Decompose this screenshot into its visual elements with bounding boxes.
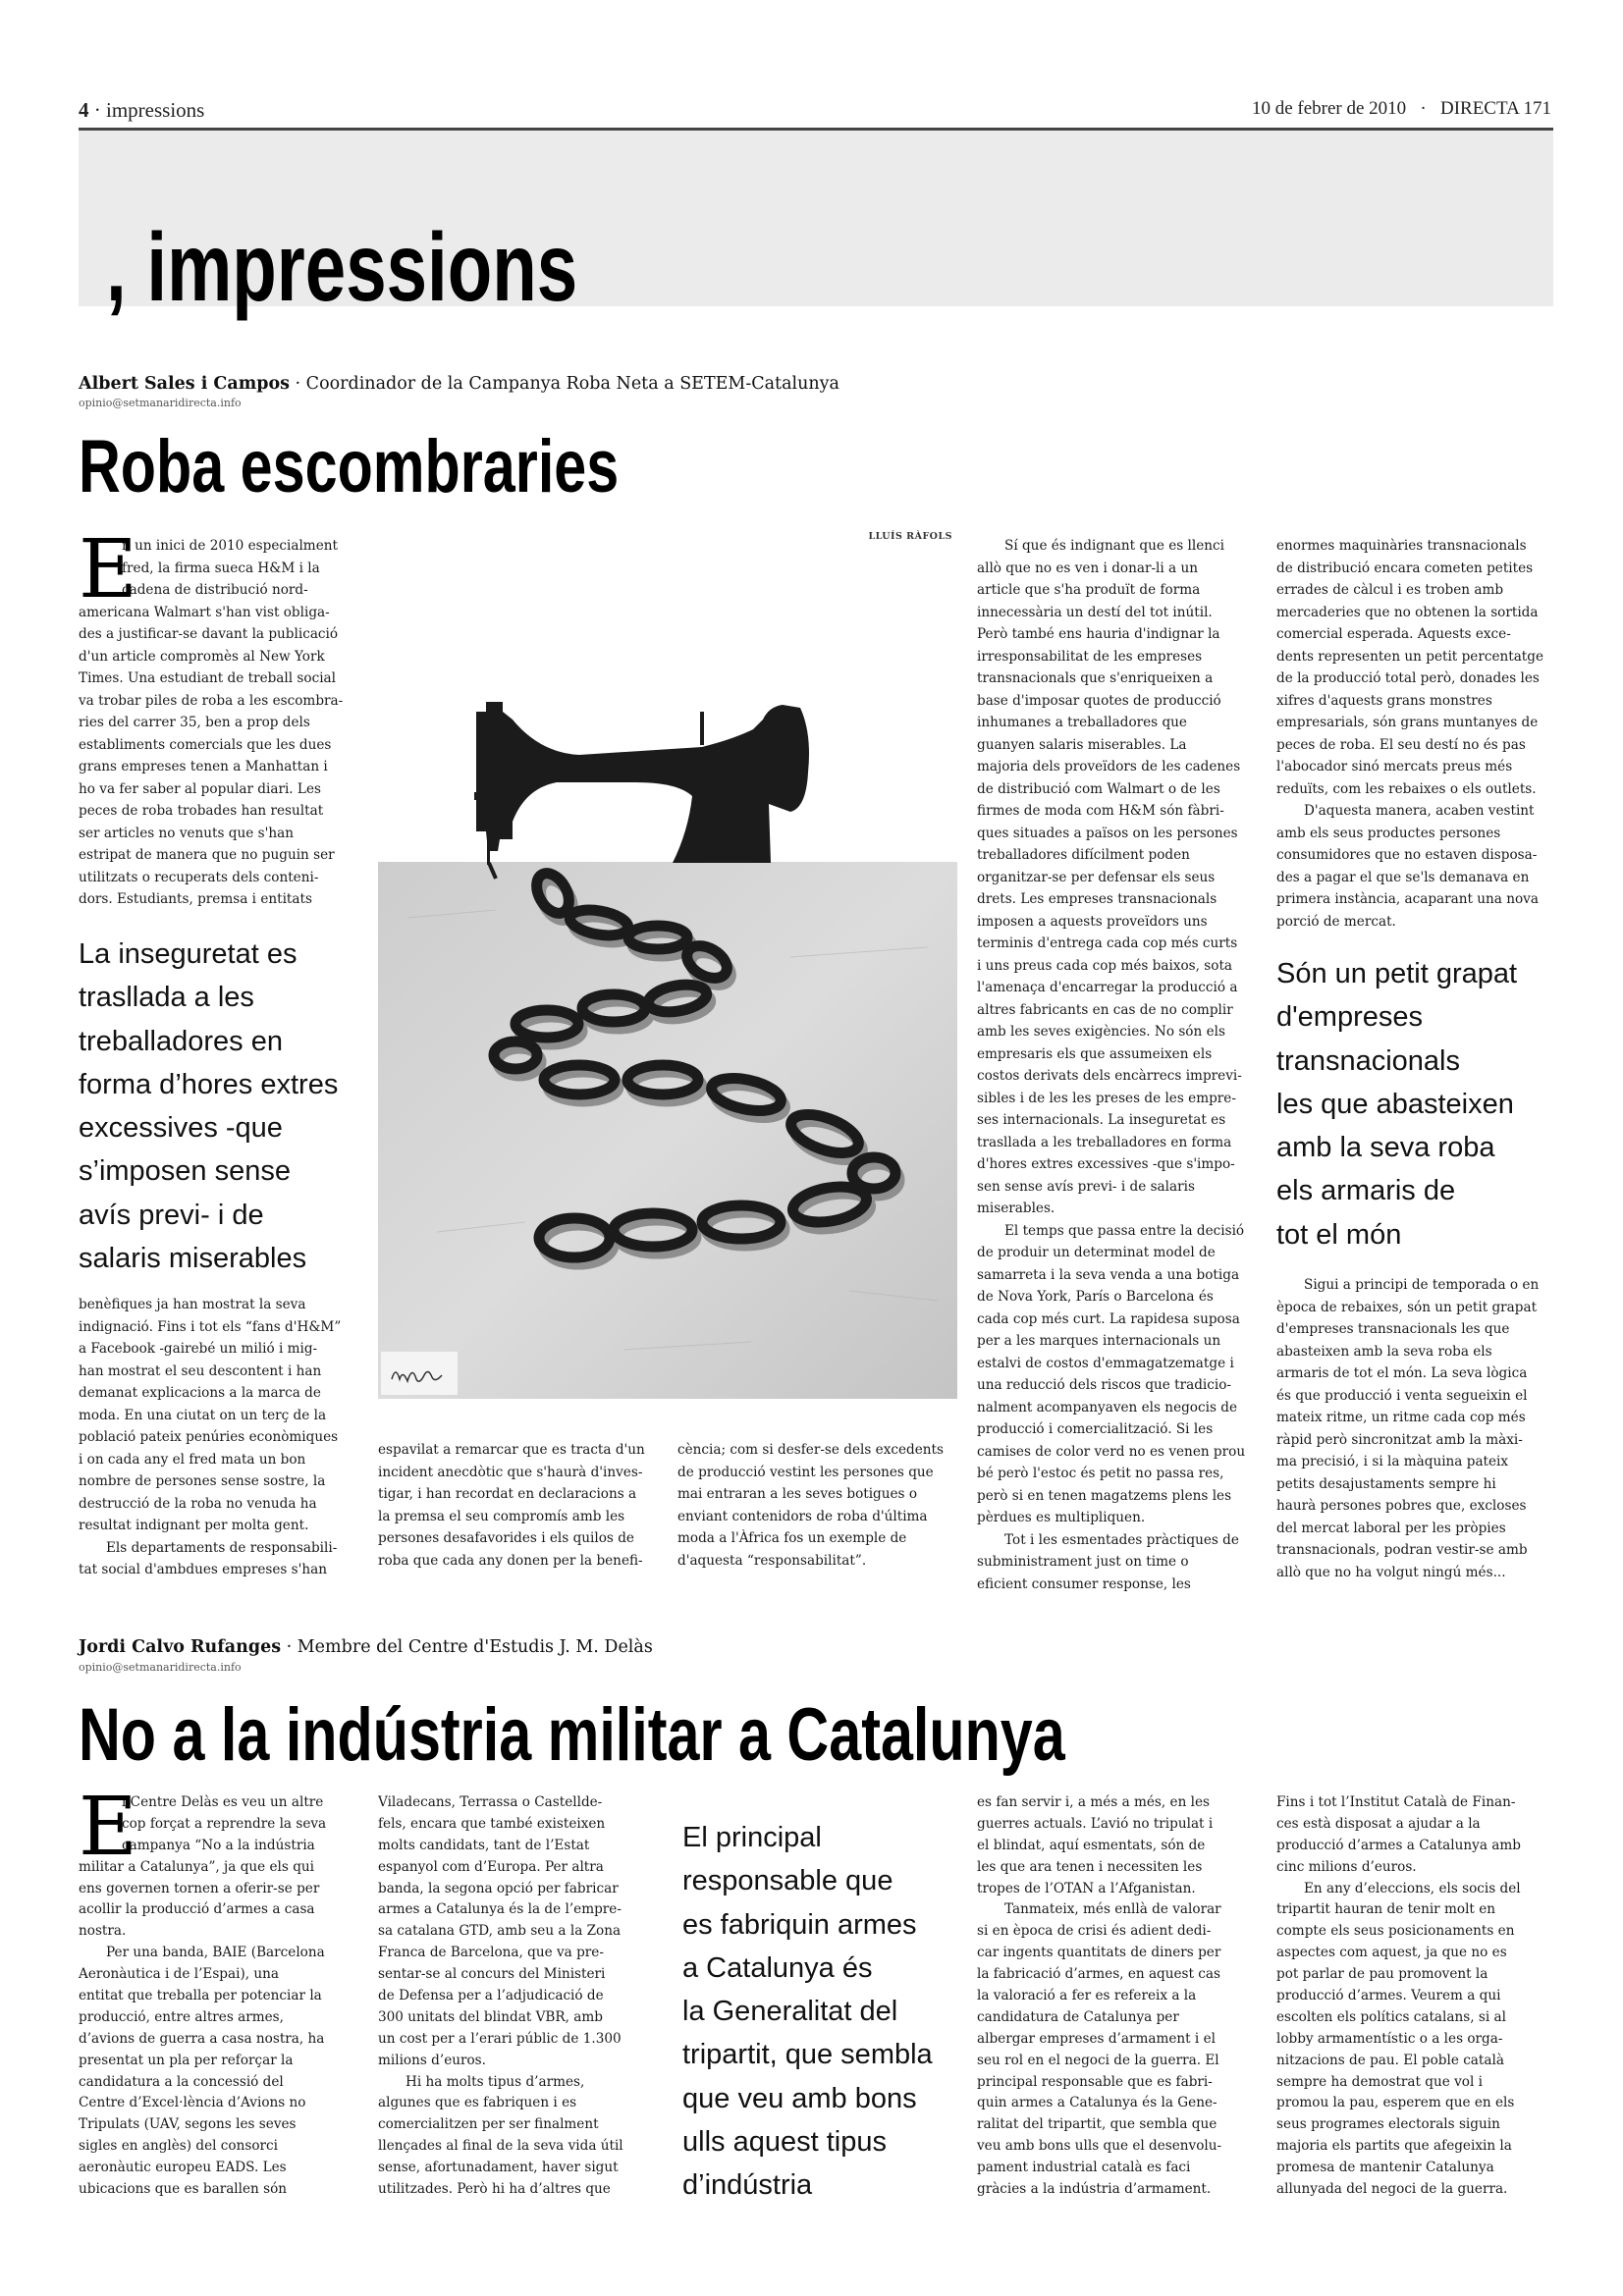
text-line: cop forçat a reprendre la seva xyxy=(122,1815,327,1832)
text-line: armaris de tot el món. La seva lògica xyxy=(1276,1365,1528,1381)
text-line: i on cada any el fred mata un bon xyxy=(79,1451,306,1468)
text-line: nalment acompanyaven els negocis de xyxy=(977,1399,1237,1415)
issue-date: 10 de febrer de 2010 xyxy=(1251,98,1407,119)
text-line: mai entraran a les seves botigues o xyxy=(677,1486,918,1502)
text-line: Però també ens hauria d'indignar la xyxy=(977,626,1220,642)
text-line: fels, encara que també existeixen xyxy=(378,1815,606,1832)
text-line: de distribució encara cometen petites xyxy=(1276,560,1534,576)
pull-quote-line: que veu amb bons xyxy=(682,2082,917,2114)
text-line: empresaris els que assumeixen els xyxy=(977,1045,1213,1062)
drop-cap: E xyxy=(79,523,137,616)
text-line: estripat de manera que no puguin ser xyxy=(79,847,335,863)
text-line: sigles en anglès) del consorci xyxy=(79,2138,278,2155)
text-line: l'abocador sinó mercats preus més xyxy=(1276,759,1513,774)
text-line: d’avions de guerra a casa nostra, ha xyxy=(79,2030,325,2047)
text-line: empresarials, són grans muntanyes de xyxy=(1276,715,1539,730)
text-line: utilitzades. Però hi ha d’altres que xyxy=(378,2181,611,2198)
section-title: , impressions xyxy=(106,213,578,321)
text-line: trasllada a les treballadores en forma xyxy=(977,1134,1232,1150)
text-line: enormes maquinàries transnacionals xyxy=(1276,538,1527,554)
article1-email[interactable]: opinio@setmanaridirecta.info xyxy=(79,397,242,409)
text-line: utilitzats o recuperats dels conteni- xyxy=(79,869,319,885)
pull-quote-line: Són un petit grapat xyxy=(1276,958,1518,989)
article2-column-3 xyxy=(977,1792,1257,2201)
text-line: aeronàutic europeu EADS. Les xyxy=(79,2160,287,2176)
author-name: Albert Sales i Campos xyxy=(79,374,290,394)
text-line: sen sense avís previ- i de salaris xyxy=(977,1178,1195,1195)
text-line: entitat que treballa per potenciar la xyxy=(79,1988,322,2004)
text-line: En any d’eleccions, els socis del xyxy=(1304,1880,1521,1896)
text-line: campanya “No a la indústria xyxy=(122,1837,315,1853)
text-line: ubicacions que es barallen són xyxy=(79,2181,288,2198)
text-line: costos derivats dels encàrrecs imprevi- xyxy=(977,1068,1242,1084)
text-line: guerres actuals. L’avió no tripulat i xyxy=(977,1815,1214,1832)
text-line: ho va fer saber al popular diari. Les xyxy=(79,780,321,797)
text-line: lobby armamentístic o a les orga- xyxy=(1276,2030,1503,2047)
text-line: allunyada del negoci de la guerra. xyxy=(1276,2181,1508,2198)
text-line: Viladecans, Terrassa o Castellde- xyxy=(378,1794,603,1810)
text-line: però si en tenen magatzems plens les xyxy=(977,1487,1232,1504)
text-line: algunes que es fabriquen i es xyxy=(378,2095,577,2111)
text-line: cinc milions d’euros. xyxy=(1276,1858,1417,1875)
sewing-machine-chain-illustration xyxy=(378,545,957,1399)
text-line: primera instància, acaparant una nova xyxy=(1276,891,1539,907)
text-line: escolten els polítics catalans, si al xyxy=(1276,2008,1506,2025)
text-line: imposen a aquests proveïdors uns xyxy=(977,913,1208,930)
text-line: guanyen salaris miserables. La xyxy=(977,736,1187,753)
text-line: la premsa el seu compromís amb les xyxy=(378,1508,625,1524)
pull-quote-line: d'empreses xyxy=(1276,1001,1423,1034)
text-line: destrucció de la roba no venuda ha xyxy=(79,1495,317,1512)
text-line: drets. Les empreses transnacionals xyxy=(977,891,1217,907)
text-line: consumidores que no estaven disposa- xyxy=(1276,847,1538,863)
text-line: si en època de crisi és adient dedi- xyxy=(977,1923,1212,1940)
text-line: cadena de distribució nord- xyxy=(122,582,308,598)
text-line: dors. Estudiants, premsa i entitats xyxy=(79,891,312,907)
text-line: innecessària un destí del tot inútil. xyxy=(977,604,1213,620)
pull-quote-line: amb la seva roba xyxy=(1276,1132,1495,1164)
text-line: des a justificar-se davant la publicació xyxy=(79,626,339,642)
text-line: va trobar piles de roba a les escombra- xyxy=(79,692,344,709)
text-line: presentat un pla per reforçar la xyxy=(79,2052,294,2068)
text-line: promou la pau, esperem que en els xyxy=(1276,2095,1515,2111)
text-line: banda, la segona opció per fabricar xyxy=(378,1880,619,1896)
text-line: molts candidats, tant de l’Estat xyxy=(378,1837,590,1853)
text-line: organitzar-se per defensar els seus xyxy=(977,869,1216,885)
text-line: allò que no es ven i donar-li a un xyxy=(977,560,1198,576)
article2-column-2 xyxy=(378,1792,658,2201)
pull-quote-line: avís previ- i de xyxy=(79,1199,264,1231)
text-line: benèfiques ja han mostrat la seva xyxy=(79,1297,306,1312)
article2-byline xyxy=(79,1637,653,1657)
pull-quote-line: ulls aquest tipus xyxy=(682,2126,887,2159)
text-line: nitzacions de pau. El poble català xyxy=(1276,2052,1504,2068)
text-line: amb les seves exigències. No són els xyxy=(977,1024,1225,1040)
text-line: petits desajustaments sempre hi xyxy=(1276,1475,1496,1492)
text-line: peces de roba. El seu destí no és pas xyxy=(1276,736,1526,753)
text-line: majoria els partits que afegeixin la xyxy=(1276,2138,1512,2155)
text-line: camises de color verd no es venen prou xyxy=(977,1443,1246,1460)
text-line: firmes de moda com H&M són fàbri- xyxy=(977,803,1224,819)
text-line: acollir la producció d’armes a casa xyxy=(79,1901,315,1918)
text-line: una reducció dels riscos que tradicio- xyxy=(977,1377,1231,1393)
text-line: El temps que passa entre la decisió xyxy=(1004,1222,1245,1239)
text-line: Els departaments de responsabili- xyxy=(106,1539,338,1556)
text-line: principal responsable que es fabri- xyxy=(977,2073,1213,2090)
text-line: seu rol en el negoci de la guerra. El xyxy=(977,2052,1219,2068)
text-line: del mercat laboral per les pròpies xyxy=(1276,1520,1506,1536)
text-line: peces de roba trobades han resultat xyxy=(79,803,324,819)
text-line: seus programes electorals siguin xyxy=(1276,2116,1500,2133)
text-line: Tanmateix, més enllà de valorar xyxy=(1004,1901,1221,1918)
illustration-credit: LLUÍS RÀFOLS xyxy=(868,531,952,542)
text-line: treballadores difícilment poden xyxy=(977,847,1190,863)
pull-quote-line: La inseguretat es xyxy=(79,938,298,970)
pull-quote-line: els armaris de xyxy=(1276,1175,1456,1207)
text-line: grans empreses tenen a Manhattan i xyxy=(79,759,328,774)
text-line: tripartit hauran de tenir molt en xyxy=(1276,1901,1496,1918)
text-line: car ingents quantitats de diners per xyxy=(977,1945,1221,1961)
text-line: de Nova York, París o Barcelona és xyxy=(977,1289,1214,1305)
pull-quote-line: la Generalitat del xyxy=(682,1996,898,2028)
author-role: · Coordinador de la Campanya Roba Neta a SETEM-Catalunya xyxy=(289,374,839,394)
text-line: a Facebook -gairebé un milió i mig- xyxy=(79,1341,318,1357)
text-line: Fins i tot l’Institut Català de Finan- xyxy=(1276,1794,1516,1810)
text-line: allò que no ha volgut ningú més... xyxy=(1276,1564,1506,1580)
text-line: producció d’armes. Veurem a qui xyxy=(1276,1988,1501,2004)
pull-quote-line: les que abasteixen xyxy=(1276,1088,1514,1120)
text-line: milions d’euros. xyxy=(378,2052,486,2068)
text-line: indignació. Fins i tot els “fans d'H&M” xyxy=(79,1318,342,1335)
text-line: estalvi de costos d'emmagatzematge i xyxy=(977,1355,1234,1371)
text-line: transnacionals, podran vestir-se amb xyxy=(1276,1542,1528,1558)
text-line: de producció vestint les persones que xyxy=(677,1464,934,1480)
text-line: producció d’armes a Catalunya amb xyxy=(1276,1837,1521,1853)
text-line: llençades al final de la seva vida útil xyxy=(378,2138,623,2155)
text-line: gràcies a la indústria d’armament. xyxy=(977,2181,1212,2198)
text-line: porció de mercat. xyxy=(1276,913,1396,930)
text-line: Tot i les esmentades pràctiques de xyxy=(1004,1531,1239,1548)
text-line: d'un article compromès al New York xyxy=(79,648,325,665)
text-line: han mostrat el seu descontent i han xyxy=(79,1362,322,1379)
text-line: fred, la firma sueca H&M i la xyxy=(122,560,320,576)
text-line: la fabricació d’armes, en aquest cas xyxy=(977,1966,1220,1983)
article2-headline: No a la indústria militar a Catalunya xyxy=(79,1693,1065,1777)
text-line: sempre ha demostrat que vol i xyxy=(1276,2073,1484,2090)
pull-quote-line: trasllada a les xyxy=(79,982,254,1014)
text-line: bé però l'estoc és petit no passa res, xyxy=(977,1466,1224,1481)
text-line: nombre de persones sense sostre, la xyxy=(79,1473,326,1489)
text-line: veu amb bons ulls que el desenvolu- xyxy=(977,2138,1222,2155)
text-line: dents representen un petit percentatge xyxy=(1276,648,1544,665)
text-line: època de rebaixes, són un petit grapat xyxy=(1276,1299,1538,1315)
text-line: d'hores extres excessives -que s'impo- xyxy=(977,1156,1235,1172)
text-line: nostra. xyxy=(79,1923,127,1940)
text-line: samarreta i la seva venda a una botiga xyxy=(977,1266,1240,1283)
text-line: per a les marques internacionals un xyxy=(977,1333,1221,1349)
text-line: tat social d'ambdues empreses s'han xyxy=(79,1562,328,1577)
article1-pull-quote-2 xyxy=(1276,952,1571,1256)
author-name: Jordi Calvo Rufanges xyxy=(79,1637,282,1657)
text-line: establiments comercials que les dues xyxy=(79,736,332,753)
article1-pull-quote-1 xyxy=(79,933,373,1280)
text-line: incident anecdòtic que s'haurà d'inves- xyxy=(378,1464,643,1480)
text-line: roba que cada any donen per la benefi- xyxy=(378,1552,643,1569)
text-line: subministrament just on time o xyxy=(977,1554,1189,1570)
pull-quote-line: tripartit, que sembla xyxy=(682,2039,933,2071)
text-line: ses internacionals. La inseguretat es xyxy=(977,1112,1226,1128)
text-line: comercial esperada. Aquests exce- xyxy=(1276,626,1511,642)
page-number: 4 xyxy=(79,98,89,122)
pull-quote-line: a Catalunya és xyxy=(682,1951,873,1984)
separator-dot: · xyxy=(1420,98,1427,119)
text-line: es fan servir i, a més a més, en les xyxy=(977,1794,1211,1810)
text-line: l'amenaça d'encarregar la producció a xyxy=(977,980,1238,995)
text-line: espavilat a remarcar que es tracta d'un xyxy=(378,1442,645,1458)
text-line: ser articles no venuts que s'han xyxy=(79,825,294,841)
text-line: la valoració a fer es refereix a la xyxy=(977,1988,1197,2004)
text-line: reduïts, com les rebaixes o els outlets. xyxy=(1276,780,1537,797)
text-line: ma precisió, i si la màquina pateix xyxy=(1276,1454,1509,1469)
article1-column-2b xyxy=(677,1439,957,1572)
article1-column-2a xyxy=(378,1439,658,1572)
pull-quote-line: forma d’hores extres xyxy=(79,1068,339,1100)
text-line: Franca de Barcelona, que va pre- xyxy=(378,1945,604,1961)
issue-info xyxy=(1252,98,1551,120)
text-line: transnacionals que s'enriqueixen a xyxy=(977,670,1214,686)
article1-headline: Roba escombraries xyxy=(79,425,620,508)
text-line: Per una banda, BAIE (Barcelona xyxy=(106,1945,325,1961)
pull-quote-line: s’imposen sense xyxy=(79,1155,291,1188)
text-line: població pateix penúries econòmiques xyxy=(79,1429,339,1445)
text-line: compte els seus posicionaments en xyxy=(1276,1923,1515,1940)
text-line: d'aquesta “responsabilitat”. xyxy=(677,1552,867,1569)
text-line: mateix ritme, un ritme cada cop més xyxy=(1276,1410,1526,1425)
issue-number: DIRECTA 171 xyxy=(1439,98,1551,119)
text-line: pèrdues es multipliquen. xyxy=(977,1510,1146,1525)
text-line: militar a Catalunya”, ja que els qui xyxy=(79,1858,315,1875)
sewing-machine-icon xyxy=(474,702,809,865)
text-line: el blindat, aquí esmentats, són de xyxy=(977,1837,1206,1853)
text-line: eficient consumer response, les xyxy=(977,1575,1191,1592)
pull-quote-line: tot el món xyxy=(1276,1218,1402,1251)
text-line: un cost per a l’erari públic de 1.300 xyxy=(378,2030,622,2047)
text-line: sense, afortunadament, haver sigut xyxy=(378,2160,619,2176)
text-line: resultat indignant per molta gent. xyxy=(79,1518,309,1533)
text-line: enviant contenidors de roba d'última xyxy=(677,1508,928,1524)
text-line: ralitat del tripartit, que sembla que xyxy=(977,2116,1217,2133)
table-surface xyxy=(378,862,957,1399)
article2-column-1 xyxy=(79,1781,358,2201)
text-line: moda a l'Àfrica fos un exemple de xyxy=(677,1530,907,1546)
text-line: terminis d'entrega cada cop més curts xyxy=(977,935,1238,951)
text-line: és que producció i venta segueixin el xyxy=(1276,1387,1528,1404)
text-line: amb els seus productes persones xyxy=(1276,825,1501,841)
article1-byline xyxy=(79,374,839,394)
text-line: de produir un determinat model de xyxy=(977,1245,1216,1260)
text-line: ràpid però sincronitzat amb la màxi- xyxy=(1276,1431,1523,1448)
author-role: · Membre del Centre d'Estudis J. M. Delàs xyxy=(281,1637,653,1657)
text-line: persones desafavorides i els quilos de xyxy=(378,1530,634,1546)
text-line: abasteixen amb la seva roba els xyxy=(1276,1343,1492,1360)
text-line: candidatura de Catalunya per xyxy=(977,2008,1179,2025)
text-line: n un inici de 2010 especialment xyxy=(122,538,338,554)
text-line: d'empreses transnacionals les que xyxy=(1276,1321,1510,1337)
text-line: americana Walmart s'han vist obliga- xyxy=(79,604,330,620)
text-line: l Centre Delàs es veu un altre xyxy=(122,1794,324,1810)
text-line: Hi ha molts tipus d’armes, xyxy=(406,2073,585,2090)
text-line: demanat explicacions a la marca de xyxy=(79,1385,321,1401)
artist-signature xyxy=(381,1352,458,1395)
text-line: quin armes a Catalunya és la Gene- xyxy=(977,2095,1217,2111)
text-line: mercaderies que no obtenen la sortida xyxy=(1276,604,1539,620)
text-line: pot parlar de pau promovent la xyxy=(1276,1966,1488,1983)
text-line: inhumanes a treballadores que xyxy=(977,715,1187,730)
text-line: 300 unitats del blindat VBR, amb xyxy=(378,2008,603,2025)
text-line: des a pagar el que se'ls demanava en xyxy=(1276,869,1530,885)
text-line: base d'imposar quotes de producció xyxy=(977,692,1221,709)
text-line: albergar empreses d’armament i el xyxy=(977,2030,1216,2047)
drop-cap: E xyxy=(79,1781,137,1874)
pull-quote-line: es fabriquin armes xyxy=(682,1908,917,1941)
text-line: de Defensa per a l’adjudicació de xyxy=(378,1988,604,2004)
text-line: article que s'ha produït de forma xyxy=(977,582,1201,598)
text-line: Centre d’Excel·lència d’Avions no xyxy=(79,2095,306,2111)
text-line: promesa de mantenir Catalunya xyxy=(1276,2160,1494,2176)
text-line: ries del carrer 35, ben a prop dels xyxy=(79,715,310,730)
article2-pull-quote xyxy=(682,1816,977,2208)
text-line: errades de càlcul i es troben amb xyxy=(1276,582,1504,598)
page-folio xyxy=(79,98,204,123)
text-line: espanyol com d’Europa. Per altra xyxy=(378,1858,604,1875)
text-line: majoria dels proveïdors de les cadenes xyxy=(977,759,1241,774)
text-line: moda. En una ciutat on un terç de la xyxy=(79,1407,327,1423)
text-line: tigar, i han recordat en declaracions a xyxy=(378,1486,637,1502)
article1-column-4b xyxy=(1276,1274,1556,1583)
text-line: producció i comercialització. Si les xyxy=(977,1421,1214,1437)
text-line: ques situades a països on les persones xyxy=(977,825,1238,841)
text-line: irresponsabilitat de les empreses xyxy=(977,648,1203,665)
pull-quote-line: treballadores en xyxy=(79,1025,283,1057)
pull-quote-line: excessives -que xyxy=(79,1112,283,1145)
text-line: les que ara tenen i necessiten les xyxy=(977,1858,1203,1875)
article1-column-1a xyxy=(79,523,358,911)
article2-email[interactable]: opinio@setmanaridirecta.info xyxy=(79,1661,242,1674)
text-line: aspectes com aquest, ja que no es xyxy=(1276,1945,1507,1961)
pull-quote-line: El principal xyxy=(682,1822,822,1853)
pull-quote-line: responsable que xyxy=(682,1865,893,1897)
text-line: Aeronàutica i de l’Espai), una xyxy=(79,1966,280,1983)
text-line: sa catalana GTD, amb seu a la Zona xyxy=(378,1923,622,1940)
text-line: xifres d'aquests grans monstres xyxy=(1276,692,1492,709)
article1-column-3 xyxy=(977,535,1257,1595)
text-line: de la producció total però, donades les xyxy=(1276,670,1540,686)
text-line: de distribució com Walmart o de les xyxy=(977,780,1220,797)
article1-column-1b xyxy=(79,1294,358,1581)
illustration-sewing-machine-chain xyxy=(378,545,957,1399)
pull-quote-line: salaris miserables xyxy=(79,1243,307,1275)
text-line: Times. Una estudiant de treball social xyxy=(79,670,337,686)
text-line: ens governen tornen a oferir-se per xyxy=(79,1880,320,1896)
text-line: i uns preus cada cop més baixos, sota xyxy=(977,957,1233,974)
text-line: producció, entre altres armes, xyxy=(79,2008,284,2025)
text-line: Sigui a principi de temporada o en xyxy=(1304,1277,1540,1293)
text-line: candidatura a la concessió del xyxy=(79,2073,284,2090)
article2-column-4 xyxy=(1276,1792,1556,2201)
text-line: miserables. xyxy=(977,1201,1055,1216)
text-line: altres fabricants en cas de no complir xyxy=(977,1001,1233,1018)
text-line: haurà persones pobres que, excloses xyxy=(1276,1498,1527,1514)
text-line: cada cop més curt. La rapidesa suposa xyxy=(977,1310,1240,1327)
text-line: pament industrial català es faci xyxy=(977,2160,1191,2176)
pull-quote-line: d’indústria xyxy=(682,2169,813,2202)
pull-quote-line: transnacionals xyxy=(1276,1044,1460,1077)
text-line: sibles i de les les preses de les empre- xyxy=(977,1090,1236,1106)
text-line: sentar-se al concurs del Ministeri xyxy=(378,1966,606,1983)
article1-column-4a xyxy=(1276,535,1556,933)
text-line: tropes de l’OTAN a l’Afganistan. xyxy=(977,1880,1196,1896)
section-name: · impressions xyxy=(88,98,205,122)
text-line: Sí que és indignant que es llenci xyxy=(1004,538,1225,554)
text-line: comercialitzen per ser finalment xyxy=(378,2116,599,2133)
text-line: D'aquesta manera, acaben vestint xyxy=(1304,803,1535,819)
text-line: ces està disposat a ajudar a la xyxy=(1276,1815,1481,1832)
text-line: Tripulats (UAV, segons les seves xyxy=(79,2116,297,2133)
text-line: cència; com si desfer-se dels excedents xyxy=(677,1442,944,1458)
text-line: armes a Catalunya és la de l’empre- xyxy=(378,1901,622,1918)
